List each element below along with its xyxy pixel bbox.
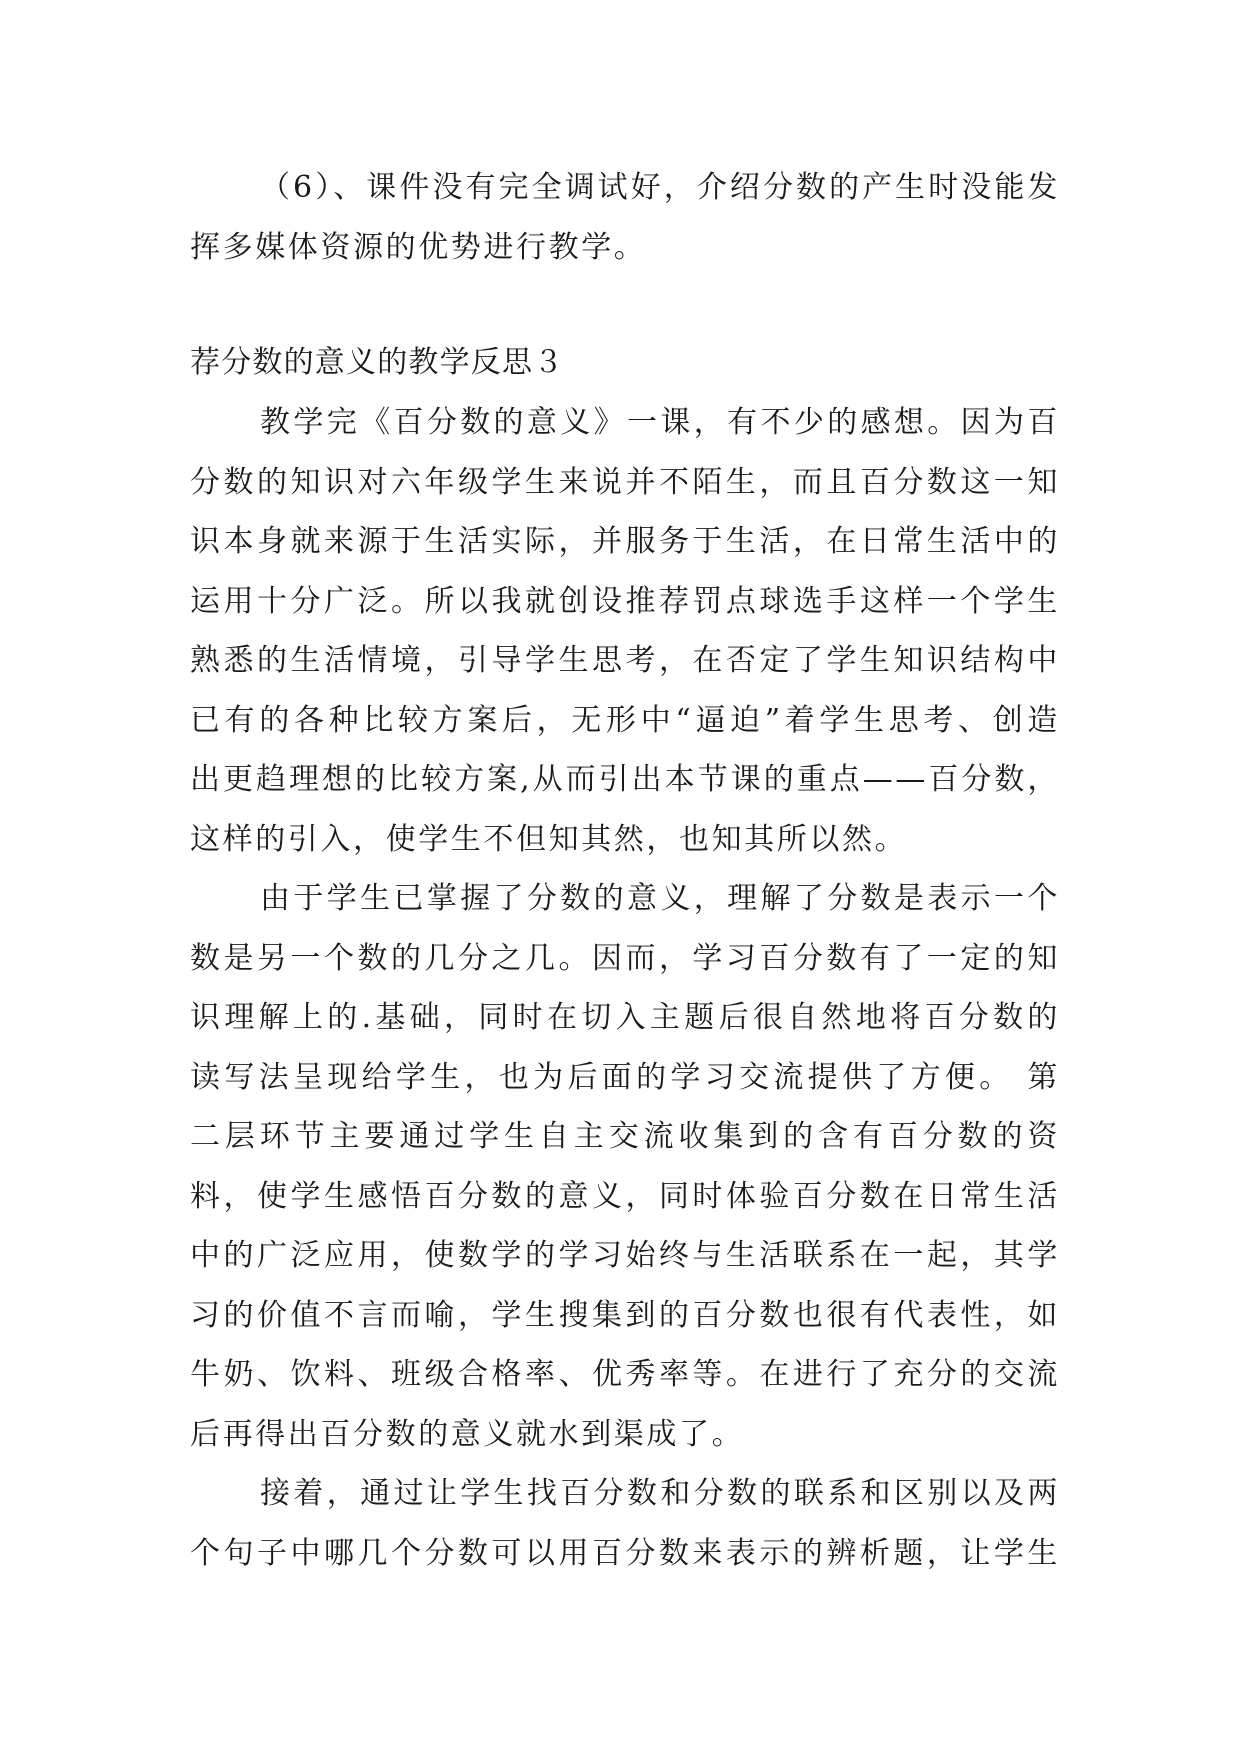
paragraph-1-line: 运用十分广泛。所以我就创设推荐罚点球选手这样一个学生: [190, 584, 1060, 619]
paragraph-1-line: 这样的引入，使学生不但知其然，也知其所以然。: [190, 822, 908, 857]
paragraph-6-line: （6）、课件没有完全调试好，介绍分数的产生时没能发: [260, 170, 1060, 205]
paragraph-1-line: 出更趋理想的比较方案,从而引出本节课的重点——百分数，: [190, 762, 1060, 797]
paragraph-2-line: 由于学生已掌握了分数的意义，理解了分数是表示一个: [260, 881, 1060, 916]
paragraph-2-line: 数是另一个数的几分之几。因而，学习百分数有了一定的知: [190, 941, 1060, 976]
paragraph-2-line: 二层环节主要通过学生自主交流收集到的含有百分数的资: [190, 1119, 1060, 1154]
paragraph-3-line: 接着，通过让学生找百分数和分数的联系和区别以及两: [260, 1476, 1060, 1511]
paragraph-2-line: 习的价值不言而喻，学生搜集到的百分数也很有代表性，如: [190, 1298, 1060, 1333]
paragraph-1-line: 教学完《百分数的意义》一课，有不少的感想。因为百: [260, 405, 1060, 440]
paragraph-1-line: 识本身就来源于生活实际，并服务于生活，在日常生活中的: [190, 524, 1060, 559]
paragraph-2-line: 牛奶、饮料、班级合格率、优秀率等。在进行了充分的交流: [190, 1357, 1060, 1392]
paragraph-1-line: 分数的知识对六年级学生来说并不陌生，而且百分数这一知: [190, 465, 1060, 500]
paragraph-6-line: 挥多媒体资源的优势进行教学。: [190, 230, 647, 265]
section-heading: 荐分数的意义的教学反思３: [190, 345, 565, 380]
paragraph-2-line: 后再得出百分数的意义就水到渠成了。: [190, 1417, 745, 1452]
paragraph-2-line: 料，使学生感悟百分数的意义，同时体验百分数在日常生活: [190, 1179, 1060, 1214]
paragraph-1-line: 已有的各种比较方案后，无形中“逼迫”着学生思考、创造: [190, 703, 1060, 738]
paragraph-2-line: 中的广泛应用，使数学的学习始终与生活联系在一起，其学: [190, 1238, 1060, 1273]
paragraph-2-line: 识理解上的.基础，同时在切入主题后很自然地将百分数的: [190, 1000, 1060, 1035]
paragraph-1-line: 熟悉的生活情境，引导学生思考，在否定了学生知识结构中: [190, 643, 1060, 678]
paragraph-2-line: 读写法呈现给学生，也为后面的学习交流提供了方便。 第: [190, 1060, 1060, 1095]
paragraph-3-line: 个句子中哪几个分数可以用百分数来表示的辨析题，让学生: [190, 1536, 1060, 1571]
